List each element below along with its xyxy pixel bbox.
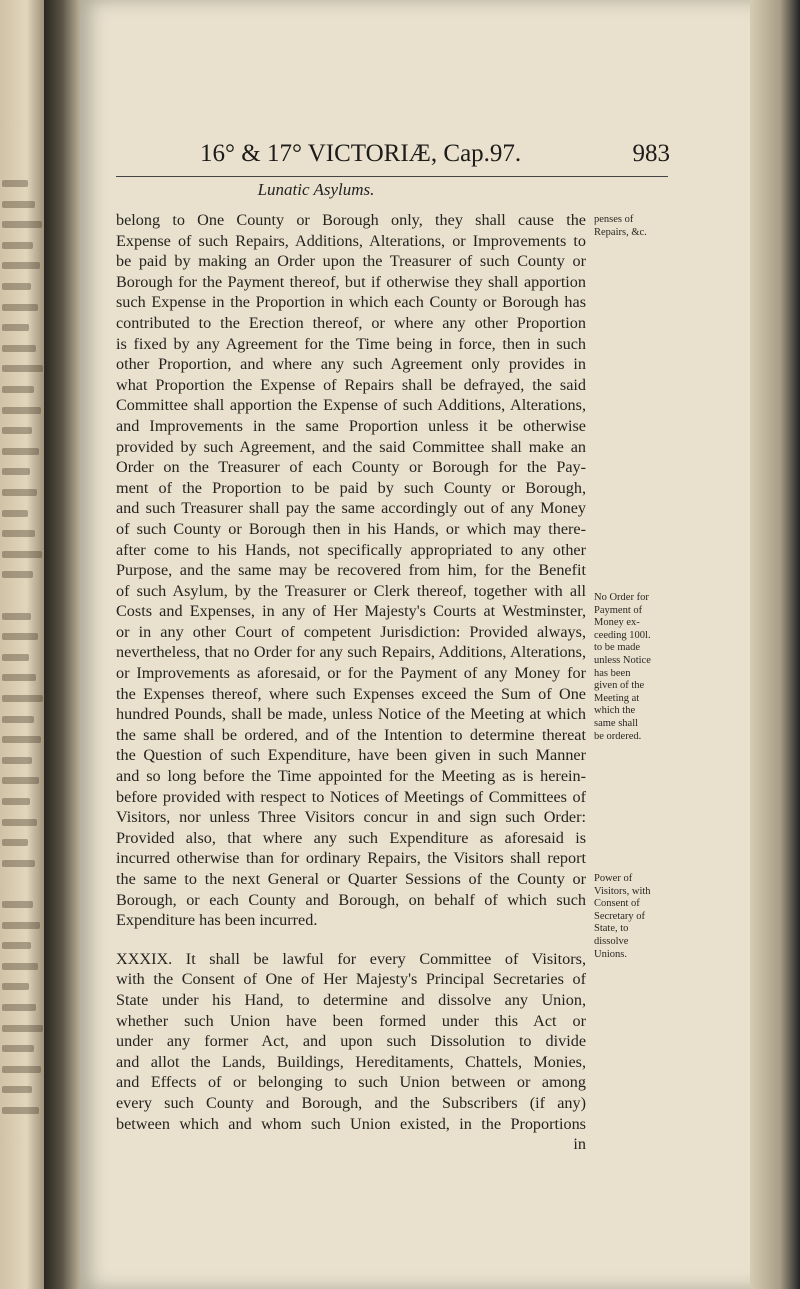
text-line: provided by such Agreement, and the said Committee shall make an [116,437,586,456]
facing-page-text-smudge [2,221,42,228]
facing-page-text-smudge [2,963,38,970]
page-number: 983 [632,140,670,167]
text-line: Borough, or each County and Borough, on behalf of which such [116,890,586,909]
text-line: Visitors, nor unless Three Visitors concur in and sign such Order: [116,808,586,827]
section-xxxix [116,949,586,1134]
text-line: Expense of such Repairs, Additions, Alterations, or Improvements to [116,231,586,250]
text-line: nevertheless, that no Order for any such Repairs, Additions, Alterations, [116,643,586,662]
facing-page-text-smudge [2,427,32,434]
text-line: and Effects of or belonging to such Union between or among [116,1073,586,1092]
text-line: what Proportion the Expense of Repairs shall be defrayed, the said [116,375,586,394]
text-line: the Question of such Expenditure, have been given in such Manner [116,746,586,765]
text-line: every such County and Borough, and the Subscribers (if any) [116,1093,586,1112]
text-line: after come to his Hands, not specifically appropriated to any other [116,540,586,559]
marginal-note-line: to be made [594,642,641,654]
text-line: hundred Pounds, shall be made, unless Notice of the Meeting at which [116,705,586,724]
facing-page-text-smudge [2,571,33,578]
marginal-note-line: Payment of [594,604,643,616]
facing-page-text-smudge [2,283,31,290]
text-line: Expenditure has been incurred. [116,911,318,930]
facing-page-text-smudge [2,757,32,764]
facing-page-text-smudge [2,695,43,702]
facing-page-text-smudge [2,798,30,805]
text-line: and so long before the Time appointed for the Meeting as is herein- [116,767,586,786]
marginal-note-line: State, to [594,923,629,935]
facing-page-text-smudge [2,448,39,455]
paragraph-continued [116,210,586,931]
text-line: contributed to the Erection thereof, or where any other Proportion [116,313,586,332]
text-line: the same shall be ordered, and of the Intention to determine thereat [116,725,586,744]
facing-page-text-smudge [2,839,28,846]
marginal-note-line: which the [594,705,636,717]
text-line: Provided also, that where any such Expenditure as aforesaid is [116,828,586,847]
text-line: Committee shall apportion the Expense of such Additions, Alterations, [116,396,586,415]
facing-page-text-smudge [2,489,37,496]
facing-page-text-smudge [2,242,33,249]
text-line: between which and whom such Union existed, in the Proportions [116,1114,586,1133]
text-line: is fixed by any Agreement for the Time being in force, then in such [116,334,586,353]
marginal-note-line: Consent of [594,898,640,910]
marginal-note-line: has been [594,667,631,679]
page-header [200,140,670,180]
book-gutter [44,0,84,1289]
text-line: the same to the next General or Quarter Sessions of the County or [116,870,586,888]
facing-page-text-smudge [2,736,41,743]
marginal-note-line: Visitors, with [594,885,651,897]
text-line: of such County or Borough then in his Hands, or which may there- [116,519,586,538]
text-line: or in any other Court of competent Jurisdiction: Provided always, [116,622,586,641]
facing-page-text-smudge [2,201,35,208]
text-line: other Proportion, and where any such Agreement only provides in [116,355,586,374]
facing-page-text-smudge [2,386,34,393]
marginal-note-line: unless Notice [594,654,651,666]
text-line: and allot the Lands, Buildings, Hereditaments, Chattels, Monies, [116,1052,586,1071]
act-title: 16° & 17° VICTORIÆ, Cap.97. [200,140,522,167]
facing-page-text-smudge [2,674,36,681]
text-line: whether such Union have been formed under this Act or [116,1011,586,1030]
marginal-note-line: Repairs, &c. [594,226,647,238]
marginal-note-line: No Order for [594,592,649,603]
marginal-note-line: penses of [594,214,634,225]
facing-page-text-smudge [2,468,30,475]
facing-page-text-smudge [2,716,34,723]
facing-page-text-smudge [2,530,35,537]
running-head: Lunatic Asylums. [257,180,375,199]
facing-page-text-smudge [2,901,33,908]
text-line: State under his Hand, to determine and dissolve any Union, [116,990,586,1009]
text-line: Purpose, and the same may be recovered from him, for the Benefit [116,561,586,580]
text-line: and Improvements in the same Proportion unless it be otherwise [116,416,586,435]
facing-page-text-smudge [2,1025,43,1032]
facing-page-edge [0,0,48,1289]
marginal-note-line: Money ex- [594,617,640,629]
text-line: be paid by making an Order upon the Treasurer of such County or [116,252,586,271]
page-edge-shadow [750,0,800,1289]
text-line: and such Treasurer shall pay the same accordingly out of any Money [116,499,586,518]
facing-page-text-smudge [2,345,36,352]
text-line: such Expense in the Proportion in which each County or Borough has [116,293,586,312]
marginal-note-line: Unions. [594,948,627,960]
text-line: Costs and Expenses, in any of Her Majesty's Courts at Westminster, [116,602,586,621]
marginal-note-line: dissolve [594,935,629,947]
text-line: of such Asylum, by the Treasurer or Clerk thereof, together with all [116,581,586,600]
header-rule [116,176,668,177]
facing-page-text-smudge [2,262,40,269]
body-text [116,210,586,1155]
facing-page-text-smudge [2,942,31,949]
text-line: or Improvements as aforesaid, or for the Payment of any Money for [116,664,586,683]
facing-page-text-smudge [2,365,43,372]
text-line: before provided with respect to Notices of Meetings of Committees of [116,787,586,806]
text-line: ment of the Proportion to be paid by such County or Borough, [116,478,586,497]
text-line: XXXIX. It shall be lawful for every Committee of Visitors, [116,949,586,968]
marginal-note-no-order [594,592,666,743]
facing-page-text-smudge [2,654,29,661]
facing-page-text-smudge [2,180,28,187]
text-line: with the Consent of One of Her Majesty's Principal Secretaries of [116,970,586,989]
text-line: under any former Act, and upon such Dissolution to divide [116,1032,586,1051]
catchword: in [573,1135,586,1154]
text-line: the Expenses thereof, where such Expenses exceed the Sum of One [116,684,586,703]
facing-page-text-smudge [2,1004,36,1011]
facing-page-text-smudge [2,613,31,620]
text-line: belong to One County or Borough only, they shall cause the [116,211,586,229]
facing-page-text-smudge [2,1086,32,1093]
text-line: incurred otherwise than for ordinary Repairs, the Visitors shall report [116,849,586,868]
facing-page-text-smudge [2,860,35,867]
facing-page-text-smudge [2,983,29,990]
marginal-note-line: Power of [594,873,633,884]
text-line: Borough for the Payment thereof, but if otherwise they shall apportion [116,272,586,291]
marginal-note-line: Secretary of [594,910,646,922]
facing-page-text-smudge [2,304,38,311]
facing-page-text-smudge [2,922,40,929]
text-line: Order on the Treasurer of each County or Borough for the Pay- [116,458,586,477]
facing-page-text-smudge [2,1066,41,1073]
marginal-note-line: Meeting at [594,692,640,704]
facing-page-text-smudge [2,1045,34,1052]
facing-page-text-smudge [2,551,42,558]
facing-page-text-smudge [2,1107,39,1114]
marginal-note-line: given of the [594,680,645,692]
facing-page-text-smudge [2,324,29,331]
facing-page-text-smudge [2,633,38,640]
facing-page-text-smudge [2,510,28,517]
marginal-note-expenses [594,214,666,239]
marginal-note-line: ceeding 100l. [594,629,651,641]
facing-page-text-smudge [2,407,41,414]
marginal-note-line: same shall [594,717,639,729]
facing-page-text-smudge [2,777,39,784]
facing-page-text-smudge [2,819,37,826]
marginal-note-power-of-visitors [594,873,666,961]
marginal-note-line: be ordered. [594,730,642,742]
